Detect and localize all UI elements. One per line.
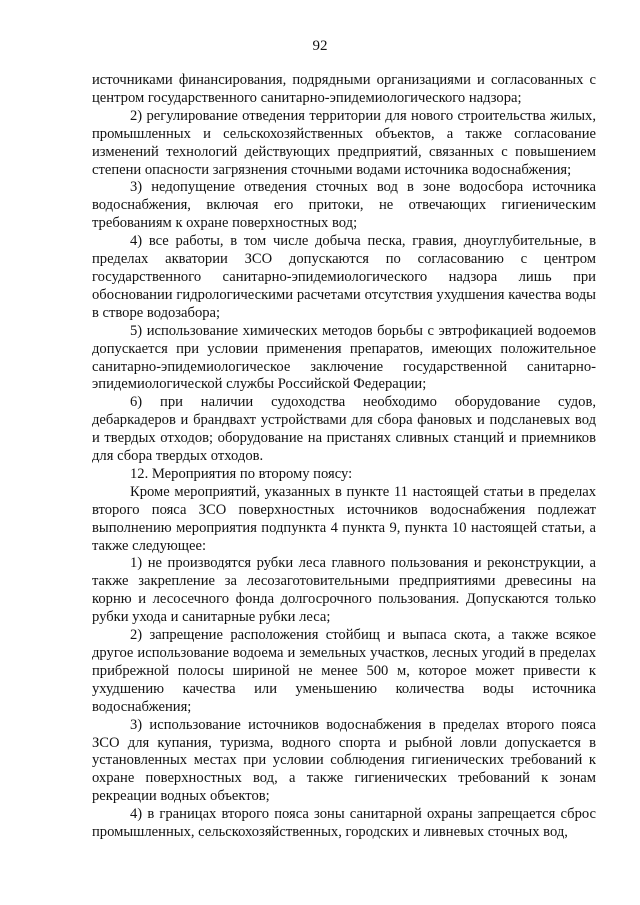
paragraph-12-item-1: 1) не производятся рубки леса главного пользования и реконструкции, а также закрепление за лесозаготовительными предприятиями древесины на корню и лесосечного фонда долгосрочного пользования. Допускаются только рубки ухода и санитарные рубки леса; [92,555,596,626]
document-body [92,72,596,842]
paragraph-continuation: источниками финансирования, подрядными организациями и согласованных с центром государственного санитарно-эпидемиологического надзора; [92,72,596,106]
paragraph-item-4: 4) все работы, в том числе добыча песка, гравия, дноуглубительные, в пределах акватории ЗСО допускаются по согласованию с центром государственного санитарно-эпидемиологического надзора лишь при обосновании гидрологическими расчетами отсутствия ухудшения качества воды в створе водозабора; [92,233,596,321]
paragraph-12-item-3: 3) использование источников водоснабжения в пределах второго пояса ЗСО для купания, туризма, водного спорта и рыбной ловли допускается в установленных местах при условии соблюдения гигиенических требований к охране поверхностных вод, а также гигиенических требований к зонам рекреации водных объектов; [92,716,596,805]
paragraph-12-item-4: 4) в границах второго пояса зоны санитарной охраны запрещается сброс промышленных, сельскохозяйственных, городских и ливневых сточных вод, [92,806,596,841]
paragraph-item-2: 2) регулирование отведения территории для нового строительства жилых, промышленных и сельскохозяйственных объектов, а также согласование изменений технологий действующих предприятий, связанных с повышением степени опасности загрязнения сточными водами источника водоснабжения; [92,107,596,178]
paragraph-item-5: 5) использование химических методов борьбы с эвтрофикацией водоемов допускается при условии применения препаратов, имеющих положительное санитарно-эпидемиологическое заключение государственной санитарно-эпидемиологической службы Российской Федерации; [92,322,596,393]
paragraph-item-3: 3) недопущение отведения сточных вод в зоне водосбора источника водоснабжения, включая его притоки, не отвечающих гигиеническим требованиям к охране поверхностных вод; [92,179,596,232]
paragraph-12-item-2: 2) запрещение расположения стойбищ и выпаса скота, а также всякое другое использование водоема и земельных участков, лесных угодий в пределах прибрежной полосы шириной не менее 500 м, которое может привести к ухудшению качества или уменьшению количества воды источника водоснабжения; [92,627,596,715]
section-heading-12: 12. Мероприятия по второму поясу: [130,465,353,482]
paragraph-intro-12: Кроме мероприятий, указанных в пункте 11 настоящей статьи в пределах второго пояса ЗСО поверхностных источников водоснабжения подлежат выполнению мероприятия подпункта 4 пункта 9, пункта 10 настоящей статьи, а также следующее: [92,483,596,554]
page-number: 92 [312,38,328,54]
paragraph-item-6: 6) при наличии судоходства необходимо оборудование судов, дебаркадеров и брандвахт устройствами для сбора фановых и подсланевых вод и твердых отходов; оборудование на пристанях сливных станций и приемников для сбора твердых отходов. [92,394,596,465]
